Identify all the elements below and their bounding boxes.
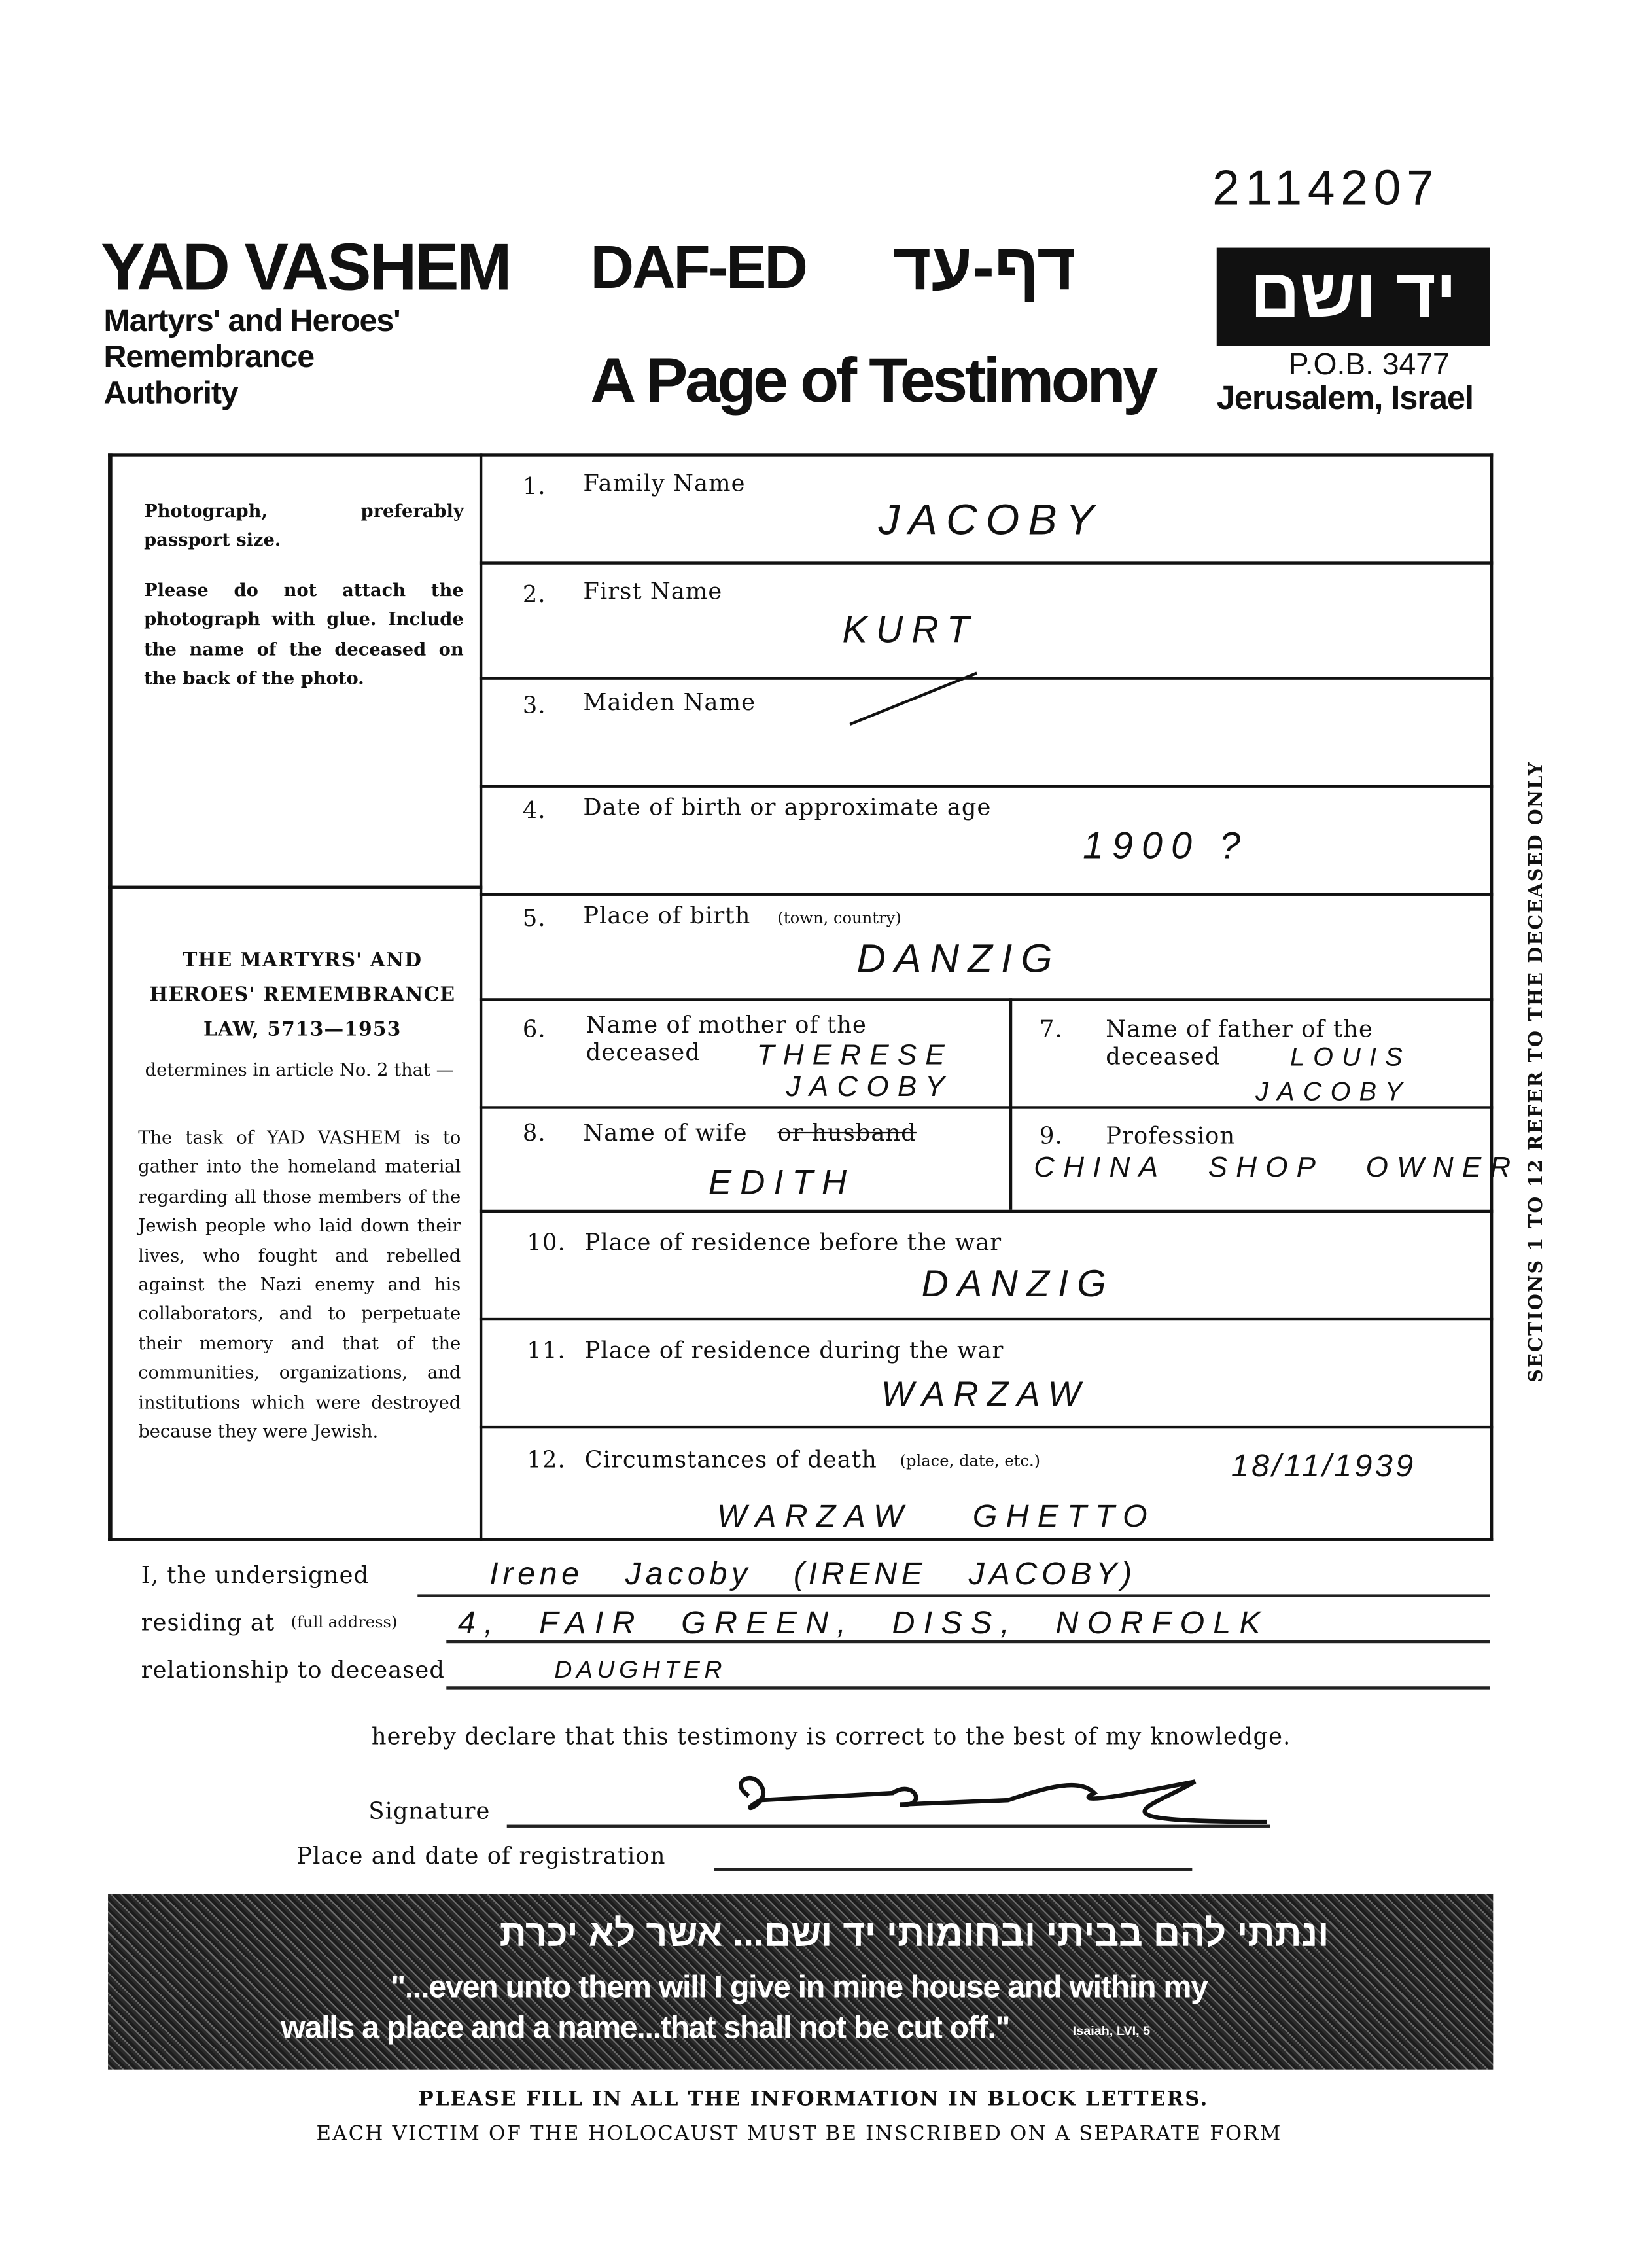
law-heading-line: HEROES' REMEMBRANCE [149, 983, 456, 1007]
field-number: 5. [522, 904, 546, 932]
daf-ed-hebrew: דף-עד [892, 228, 1076, 304]
address-label: residing at [141, 1608, 275, 1637]
divider [108, 1538, 1493, 1541]
mother-name-value[interactable]: THERESE JACOBY [756, 1040, 953, 1103]
declaration-text: hereby declare that this testimony is correct to the best of my knowledge. [371, 1722, 1291, 1750]
banner-english-line1: "...even unto them will I give in mine house and within my [391, 1968, 1208, 2005]
law-body: The task of YAD VASHEM is to gather into the homeland material regarding all those members of the Jewish people who laid down their lives, who fought and rebelled against the Nazi enemy and his collaborators, and to perpetuate their memory and that of the communities, organizations, and institutions which were destroyed because they were Jewish. [138, 1126, 461, 1442]
birth-place-sublabel: (town, country) [777, 908, 901, 928]
quote-banner [108, 1894, 1493, 2070]
underline [446, 1686, 1490, 1688]
yad-vashem-logo: יד ושם [1217, 248, 1490, 346]
registration-line [714, 1868, 1193, 1870]
death-circumstances-sublabel: (place, date, etc.) [900, 1451, 1041, 1471]
divider [480, 1426, 1493, 1428]
address-sublabel: (full address) [290, 1613, 398, 1632]
spouse-value[interactable]: EDITH [708, 1163, 856, 1203]
divider [480, 1318, 1493, 1320]
father-name-value[interactable]: LOUIS JACOBY [1255, 1042, 1411, 1107]
birth-date-label: Date of birth or approximate age [583, 793, 992, 821]
divider [108, 453, 113, 1541]
death-date-value[interactable]: 18/11/1939 [1231, 1447, 1416, 1483]
divider [108, 886, 482, 889]
mother-name-label: Name of mother of the deceased [586, 1011, 867, 1066]
field-number: 10. [527, 1228, 566, 1256]
org-subtitle [103, 302, 400, 410]
org-subtitle-line: Remembrance [103, 338, 315, 375]
law-heading-line: THE MARTYRS' AND [183, 949, 423, 972]
signature-label: Signature [368, 1797, 491, 1825]
first-name-value[interactable]: KURT [842, 607, 979, 651]
record-number: 2114207 [1212, 161, 1440, 217]
divider [108, 453, 1493, 456]
law-intro: determines in article No. 2 that — [145, 1058, 454, 1080]
divider [480, 453, 482, 1541]
family-name-label: Family Name [583, 469, 746, 497]
undersigned-label: I, the undersigned [141, 1561, 370, 1589]
footer-instruction: EACH VICTIM OF THE HOLOCAUST MUST BE INSCRIBED ON A SEPARATE FORM [316, 2123, 1282, 2146]
side-note: SECTIONS 1 TO 12 REFER TO THE DECEASED ONLY [1526, 760, 1548, 1383]
residence-during-label: Place of residence during the war [584, 1336, 1004, 1364]
signature-scribble[interactable] [720, 1764, 1281, 1836]
profession-value[interactable]: CHINA SHOP OWNER [1034, 1152, 1520, 1184]
field-number: 7. [1040, 1015, 1063, 1043]
divider [480, 677, 1493, 679]
field-number: 3. [522, 691, 546, 719]
death-circumstances-label: Circumstances of death [584, 1445, 877, 1474]
divider [480, 561, 1493, 564]
banner-english-line2: walls a place and a name...that shall not be cut off." [281, 2009, 1010, 2046]
residence-before-label: Place of residence before the war [584, 1228, 1002, 1256]
field-number: 8. [522, 1119, 546, 1146]
residence-before-value[interactable]: DANZIG [921, 1261, 1115, 1305]
photo-instructions: Please do not attach the photograph with glue. Include the name of the deceased on the back of the photo. [144, 578, 464, 689]
field-number: 11. [527, 1336, 566, 1364]
relationship-label: relationship to deceased [141, 1656, 446, 1684]
maiden-name-label: Maiden Name [583, 688, 756, 716]
divider [1009, 998, 1012, 1210]
father-name-label: Name of father of the deceased [1106, 1015, 1373, 1071]
po-box: P.O.B. 3477 [1288, 348, 1450, 382]
registration-label: Place and date of registration [296, 1841, 666, 1869]
footer-instruction: PLEASE FILL IN ALL THE INFORMATION IN BLOCK LETTERS. [418, 2088, 1209, 2112]
birth-date-value[interactable]: 1900 ? [1083, 823, 1250, 867]
divider [480, 893, 1493, 896]
org-subtitle-line: Martyrs' and Heroes' [103, 302, 400, 339]
field-number: 2. [522, 580, 546, 608]
undersigned-value[interactable]: Irene Jacoby (IRENE JACOBY) [489, 1555, 1136, 1591]
org-name: YAD VASHEM [101, 228, 510, 304]
city: Jerusalem, Israel [1216, 378, 1473, 417]
photo-caption: Photograph, preferably passport size. [144, 499, 464, 551]
field-number: 9. [1040, 1122, 1063, 1150]
maiden-name-dash [850, 672, 978, 726]
banner-citation: Isaiah, LVI, 5 [1072, 2023, 1151, 2038]
birth-place-label: Place of birth [583, 901, 751, 929]
law-heading-line: LAW, 5713—1953 [203, 1018, 402, 1042]
address-value[interactable]: 4, FAIR GREEN, DISS, NORFOLK [457, 1604, 1269, 1640]
daf-ed-title: DAF-ED [590, 233, 806, 301]
divider [480, 998, 1493, 1001]
spouse-label: Name of wife [583, 1119, 748, 1146]
field-number: 12. [527, 1445, 566, 1474]
family-name-value[interactable]: JACOBY [878, 497, 1103, 544]
residence-during-value[interactable]: WARZAW [881, 1375, 1089, 1415]
profession-label: Profession [1106, 1122, 1236, 1150]
first-name-label: First Name [583, 577, 723, 605]
banner-hebrew: ונתתי להם בביתי ובחומותי יד ושם... אשר לא יכרת [499, 1911, 1329, 1955]
divider [480, 1210, 1493, 1213]
field-number: 4. [522, 796, 546, 824]
divider [1490, 453, 1493, 1541]
struck-husband-label: or husband [777, 1119, 917, 1146]
law-heading [138, 944, 466, 1047]
page-title: A Page of Testimony [590, 346, 1155, 417]
field-number: 1. [522, 472, 546, 500]
org-subtitle-line: Authority [103, 374, 238, 411]
underline [417, 1594, 1490, 1596]
field-number: 6. [522, 1015, 546, 1043]
divider [480, 785, 1493, 787]
relationship-value[interactable]: DAUGHTER [554, 1656, 727, 1684]
death-circumstances-value[interactable]: WARZAW GHETTO [717, 1497, 1156, 1534]
birth-place-value[interactable]: DANZIG [856, 936, 1061, 981]
